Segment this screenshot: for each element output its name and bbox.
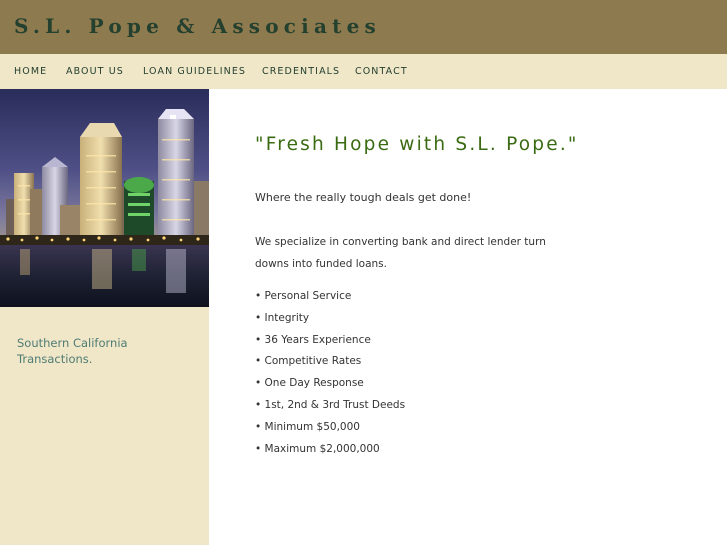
list-item: • 1st, 2nd & 3rd Trust Deeds	[255, 398, 406, 411]
list-item: • One Day Response	[255, 377, 364, 390]
list-item: • Minimum $50,000	[255, 420, 360, 433]
sidebar	[0, 89, 209, 545]
nav-loan-guidelines-link[interactable]: LOAN GUIDELINES	[143, 66, 247, 77]
site-title: S.L. Pope & Associates	[14, 14, 381, 38]
intro-text: Where the really tough deals get done!	[255, 191, 472, 204]
list-item: • Competitive Rates	[255, 355, 362, 368]
sidebar-caption: Southern California Transactions.	[17, 336, 128, 366]
specialize-text: We specialize in converting bank and direct lender turn downs into funded loans.	[255, 236, 546, 270]
list-item: • Personal Service	[255, 290, 352, 302]
main-nav	[0, 54, 727, 89]
list-item: • 36 Years Experience	[255, 333, 371, 346]
main-content	[209, 89, 727, 545]
features-list	[255, 286, 405, 460]
nav-credentials-link[interactable]: CREDENTIALS	[262, 66, 341, 77]
city-skyline-photo	[0, 89, 209, 307]
nav-contact-link[interactable]: CONTACT	[355, 66, 408, 77]
list-item: • Integrity	[255, 311, 310, 324]
page-tagline: "Fresh Hope with S.L. Pope."	[255, 134, 579, 155]
nav-home-link[interactable]: HOME	[14, 66, 48, 77]
list-item: • Maximum $2,000,000	[255, 442, 380, 455]
site-header	[0, 0, 727, 54]
nav-about-us-link[interactable]: ABOUT US	[66, 66, 124, 77]
